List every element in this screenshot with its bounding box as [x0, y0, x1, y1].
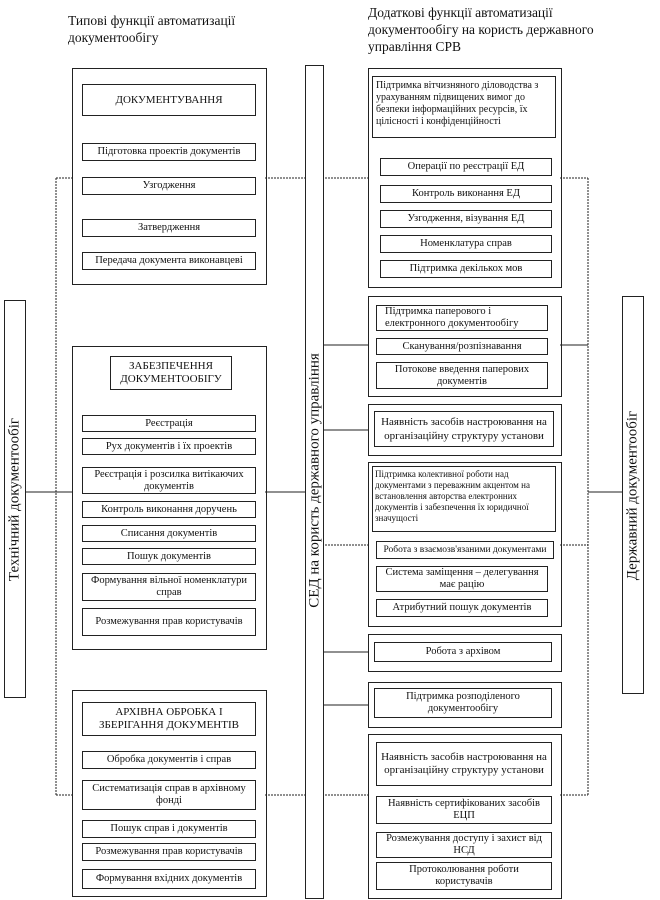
list-item: Підготовка проектів документів: [82, 143, 256, 161]
side-label-right: Державний документообіг: [624, 410, 641, 581]
list-item: Затвердження: [82, 219, 256, 237]
list-item: Система заміщення – делегування має рацію: [376, 566, 548, 592]
list-item: Рух документів і їх проектів: [82, 438, 256, 455]
list-item: Розмежування прав користувачів: [82, 608, 256, 636]
list-item: Протоколювання роботи користувачів: [376, 862, 552, 890]
list-item: Формування вільної номенклатури справ: [82, 573, 256, 601]
list-item: Потокове введення паперових документів: [376, 362, 548, 389]
group-org-structure-title: Наявність засобів настроювання на організаційну структуру установи: [374, 411, 554, 447]
left-header: Типові функції автоматизації документообігу: [68, 13, 236, 45]
list-item: Контроль виконання ЕД: [380, 185, 552, 203]
side-label-left: Технічний документообіг: [6, 417, 23, 582]
list-item: Узгодження, візування ЕД: [380, 210, 552, 228]
list-item: Наявність сертифікованих засобів ЕЦП: [376, 796, 552, 824]
list-item: Операції по реєстрації ЕД: [380, 158, 552, 176]
group-domestic-records-title: Підтримка вітчизняного діловодства з урахуванням підвищених вимог до безпеки інформаційних ресурсів, їх цілісності і конфіденційності: [372, 76, 556, 138]
list-item: Систематизація справ в архівному фонді: [82, 780, 256, 810]
list-item: Розмежування прав користувачів: [82, 843, 256, 861]
list-item: Розмежування доступу і захист від НСД: [376, 832, 552, 858]
group-collaboration-title: Підтримка колективної роботи над документами з переважним акцентом на встановлення авторства електронних документів і забезпечення їх юридичної значущості: [372, 466, 556, 532]
list-item: Передача документа виконавцеві: [82, 252, 256, 270]
group-support-title: ЗАБЕЗПЕЧЕННЯ ДОКУМЕНТООБІГУ: [110, 356, 232, 390]
list-item: Формування вхідних документів: [82, 869, 256, 889]
list-item: Пошук документів: [82, 548, 256, 565]
list-item: Реєстрація: [82, 415, 256, 432]
list-item: Списання документів: [82, 525, 256, 542]
list-item: Наявність засобів настроювання на організаційну структуру установи: [376, 742, 552, 786]
side-label-right-box: [622, 296, 644, 694]
list-item: Контроль виконання доручень: [82, 501, 256, 518]
group-distributed-title: Підтримка розподіленого документообігу: [374, 688, 552, 718]
group-support: [72, 346, 267, 650]
side-label-center: СЕД на користь державного управління: [306, 353, 323, 608]
side-label-left-box: [4, 300, 26, 698]
group-paper-electronic-title: Підтримка паперового і електронного документообігу: [376, 305, 548, 331]
list-item: Атрибутний пошук документів: [376, 599, 548, 617]
group-archive-title: АРХІВНА ОБРОБКА І ЗБЕРІГАННЯ ДОКУМЕНТІВ: [82, 702, 256, 736]
list-item: Реєстрація і розсилка витікаючих документів: [82, 467, 256, 494]
list-item: Підтримка декількох мов: [380, 260, 552, 278]
list-item: Пошук справ і документів: [82, 820, 256, 838]
list-item: Робота з взаємозв'язаними документами: [376, 541, 554, 559]
right-header: Додаткові функції автоматизації документообігу на користь державного управління СРВ: [368, 5, 594, 54]
list-item: Обробка документів і справ: [82, 751, 256, 769]
list-item: Узгодження: [82, 177, 256, 195]
list-item: Сканування/розпізнавання: [376, 338, 548, 355]
list-item: Номенклатура справ: [380, 235, 552, 253]
group-documenting-title: ДОКУМЕНТУВАННЯ: [82, 84, 256, 116]
group-archive-work-title: Робота з архівом: [374, 642, 552, 662]
side-label-center-box: [305, 65, 324, 899]
